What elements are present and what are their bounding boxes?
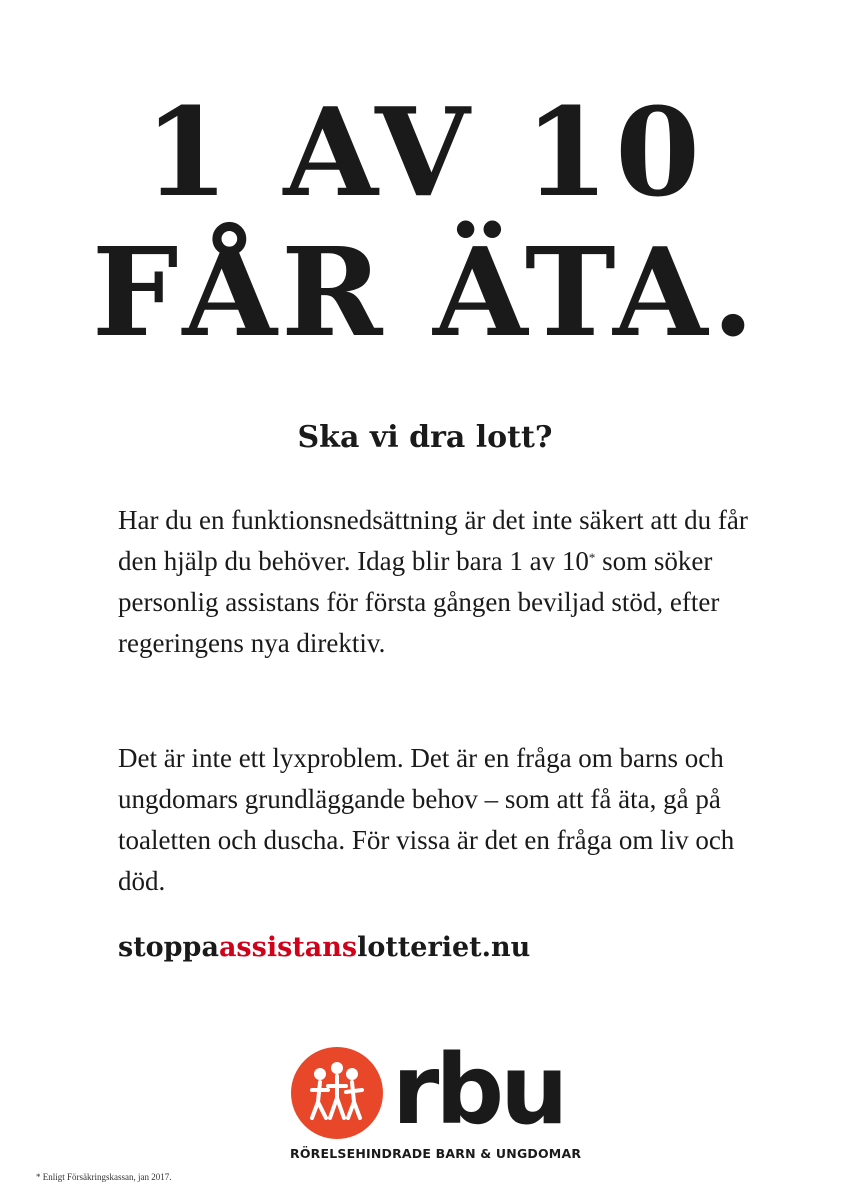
paragraph-1-text-a: Har du en funktionsnedsättning är det inte säkert att du får den hjälp du behöver. Idag blir bara 1 av 10 bbox=[118, 505, 748, 576]
rbu-logo bbox=[290, 1034, 582, 1176]
url-part-lotteriet: lotteriet.nu bbox=[357, 932, 531, 963]
body-paragraph-1 bbox=[118, 500, 758, 664]
logo-tagline: RÖRELSEHINDRADE BARN & UNGDOMAR bbox=[290, 1146, 582, 1161]
headline-line-1: 1 AV 10 bbox=[143, 80, 707, 224]
footnote-marker: * bbox=[588, 550, 596, 565]
body-paragraph-2: Det är inte ett lyxproblem. Det är en fråga om barns och ungdomars grundläggande behov – som att få äta, gå på toaletten och duscha. För vissa är det en fråga om liv och död. bbox=[118, 743, 735, 896]
url-part-stoppa: stoppa bbox=[118, 932, 219, 963]
subheading: Ska vi dra lott? bbox=[297, 420, 553, 455]
paragraph-1-text-b: som söker personlig assistans för första gången beviljad stöd, efter regeringens nya direktiv. bbox=[118, 546, 720, 658]
rbu-emblem-icon bbox=[290, 1046, 384, 1140]
url-part-assistans: assistans bbox=[218, 932, 358, 963]
headline-line-2: FÅR ÄTA. bbox=[91, 220, 759, 364]
footnote: * Enligt Försäkringskassan, jan 2017. bbox=[36, 1172, 172, 1182]
logo-wordmark: rbu bbox=[392, 1034, 565, 1146]
campaign-url[interactable] bbox=[118, 928, 530, 968]
